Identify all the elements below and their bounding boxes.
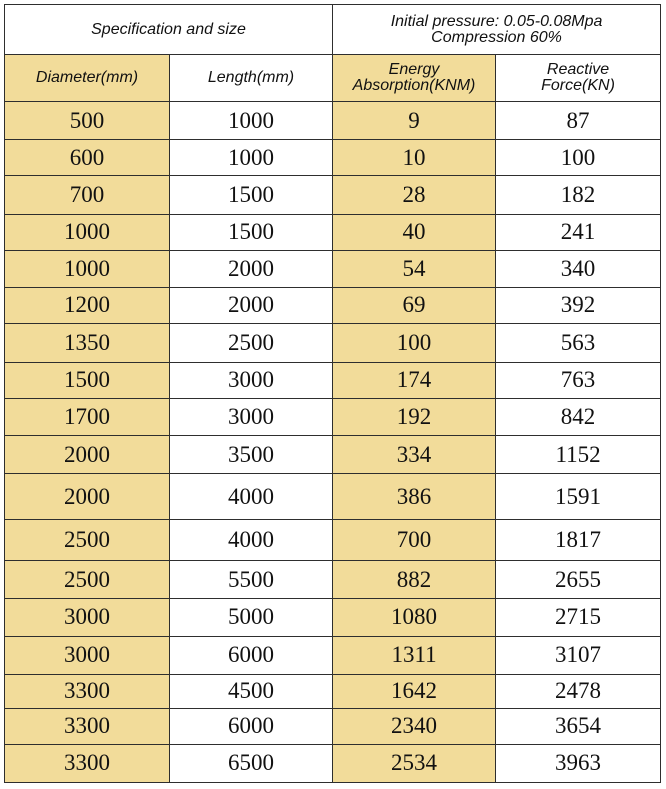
- reactive-force-cell: 87: [496, 102, 661, 140]
- reactive-force-cell: 2655: [496, 561, 661, 599]
- length-cell: 3000: [170, 362, 333, 398]
- column-header-row: [5, 55, 661, 102]
- table-row: [5, 708, 661, 744]
- length-cell: 1500: [170, 214, 333, 250]
- reactive-force-cell: 3963: [496, 744, 661, 782]
- diameter-cell: 1000: [5, 214, 170, 250]
- diameter-cell: 2000: [5, 474, 170, 520]
- reactive-force-cell: 763: [496, 362, 661, 398]
- diameter-cell: 700: [5, 176, 170, 214]
- energy-absorption-cell: 882: [333, 561, 496, 599]
- energy-absorption-cell: 100: [333, 323, 496, 362]
- table-row: [5, 214, 661, 250]
- column-header-diameter: Diameter(mm): [5, 55, 170, 102]
- table-row: [5, 398, 661, 435]
- length-cell: 6500: [170, 744, 333, 782]
- diameter-cell: 3000: [5, 599, 170, 636]
- energy-absorption-cell: 386: [333, 474, 496, 520]
- table-row: [5, 323, 661, 362]
- reactive-force-cell: 241: [496, 214, 661, 250]
- energy-absorption-cell: 10: [333, 140, 496, 176]
- length-cell: 4000: [170, 520, 333, 561]
- column-header-length: Length(mm): [170, 55, 333, 102]
- length-cell: 2000: [170, 287, 333, 323]
- energy-absorption-cell: 700: [333, 520, 496, 561]
- length-cell: 3500: [170, 436, 333, 474]
- diameter-cell: 3300: [5, 708, 170, 744]
- energy-absorption-cell: 1311: [333, 636, 496, 674]
- reactive-force-cell: 100: [496, 140, 661, 176]
- length-cell: 2500: [170, 323, 333, 362]
- diameter-cell: 1350: [5, 323, 170, 362]
- length-cell: 6000: [170, 636, 333, 674]
- group-header-row: [5, 5, 661, 55]
- table-row: [5, 636, 661, 674]
- length-cell: 1500: [170, 176, 333, 214]
- table-row: [5, 140, 661, 176]
- diameter-cell: 1000: [5, 250, 170, 287]
- energy-absorption-cell: 40: [333, 214, 496, 250]
- length-cell: 2000: [170, 250, 333, 287]
- reactive-force-cell: 563: [496, 323, 661, 362]
- diameter-cell: 2500: [5, 561, 170, 599]
- table-row: [5, 436, 661, 474]
- table-row: [5, 474, 661, 520]
- table-row: [5, 102, 661, 140]
- table-row: [5, 674, 661, 708]
- group-header-test-conditions: [333, 5, 661, 55]
- diameter-cell: 500: [5, 102, 170, 140]
- length-cell: 1000: [170, 140, 333, 176]
- table-row: [5, 362, 661, 398]
- column-header-reactive-force: Reactive Force(KN): [496, 55, 661, 102]
- energy-absorption-cell: 174: [333, 362, 496, 398]
- reactive-force-cell: 1591: [496, 474, 661, 520]
- diameter-cell: 3300: [5, 674, 170, 708]
- diameter-cell: 2000: [5, 436, 170, 474]
- spec-table: [4, 4, 661, 783]
- energy-absorption-cell: 1642: [333, 674, 496, 708]
- energy-absorption-cell: 54: [333, 250, 496, 287]
- reactive-force-cell: 182: [496, 176, 661, 214]
- compression-label: Compression 60%: [431, 28, 562, 46]
- reactive-force-cell: 2478: [496, 674, 661, 708]
- group-header-specification: Specification and size: [5, 5, 333, 55]
- table-row: [5, 287, 661, 323]
- table-row: [5, 176, 661, 214]
- reactive-force-cell: 3654: [496, 708, 661, 744]
- diameter-cell: 2500: [5, 520, 170, 561]
- table-row: [5, 599, 661, 636]
- diameter-cell: 3000: [5, 636, 170, 674]
- energy-absorption-cell: 28: [333, 176, 496, 214]
- reactive-force-cell: 1152: [496, 436, 661, 474]
- energy-absorption-cell: 69: [333, 287, 496, 323]
- reactive-force-cell: 842: [496, 398, 661, 435]
- energy-absorption-cell: 334: [333, 436, 496, 474]
- table-row: [5, 520, 661, 561]
- energy-absorption-cell: 2534: [333, 744, 496, 782]
- diameter-cell: 3300: [5, 744, 170, 782]
- energy-absorption-cell: 1080: [333, 599, 496, 636]
- diameter-cell: 600: [5, 140, 170, 176]
- reactive-force-cell: 2715: [496, 599, 661, 636]
- table-row: [5, 744, 661, 782]
- length-cell: 4000: [170, 474, 333, 520]
- table-row: [5, 250, 661, 287]
- energy-absorption-cell: 192: [333, 398, 496, 435]
- reactive-force-cell: 340: [496, 250, 661, 287]
- column-header-energy-absorption: Energy Absorption(KNM): [333, 55, 496, 102]
- diameter-cell: 1500: [5, 362, 170, 398]
- reactive-force-cell: 392: [496, 287, 661, 323]
- length-cell: 4500: [170, 674, 333, 708]
- energy-absorption-cell: 2340: [333, 708, 496, 744]
- table-row: [5, 561, 661, 599]
- diameter-cell: 1200: [5, 287, 170, 323]
- length-cell: 5500: [170, 561, 333, 599]
- initial-pressure-label: Initial pressure: 0.05-0.08Mpa: [390, 12, 603, 30]
- diameter-cell: 1700: [5, 398, 170, 435]
- energy-absorption-cell: 9: [333, 102, 496, 140]
- length-cell: 5000: [170, 599, 333, 636]
- reactive-force-cell: 3107: [496, 636, 661, 674]
- reactive-force-cell: 1817: [496, 520, 661, 561]
- length-cell: 3000: [170, 398, 333, 435]
- length-cell: 6000: [170, 708, 333, 744]
- length-cell: 1000: [170, 102, 333, 140]
